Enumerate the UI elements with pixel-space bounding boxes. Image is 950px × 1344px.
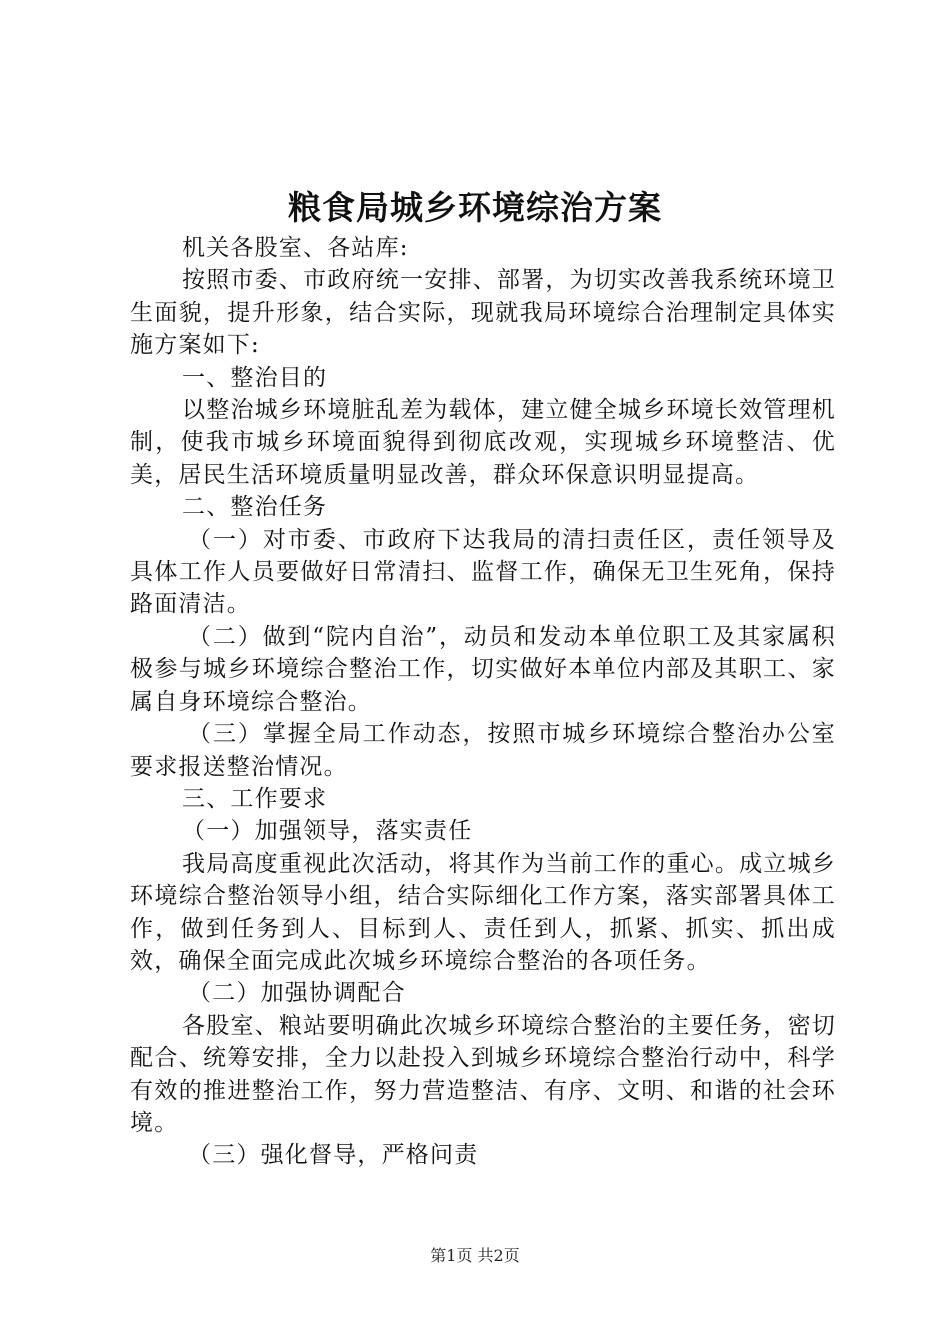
document-title: 粮食局城乡环境综治方案 xyxy=(288,188,662,227)
requirement-heading-2: （二）加强协调配合 xyxy=(188,980,406,1007)
task-item-2: （二）做到“院内自治”，动员和发动本单位职工及其家属积极参与城乡环境综合整治工作，切实做好本单位内部及其职工、家属自身环境综合整治。 xyxy=(130,623,836,715)
requirement-paragraph-1: 我局高度重视此次活动，将其作为当前工作的重心。成立城乡环境综合整治领导小组，结合实际细化工作方案，落实部署具体工作，做到任务到人、目标到人、责任到人，抓紧、抓实、抓出成效，确保全面完成此次城乡环境综合整治的各项任务。 xyxy=(130,850,836,974)
section-heading-tasks: 二、整治任务 xyxy=(182,494,328,521)
requirement-paragraph-2: 各股室、粮站要明确此次城乡环境综合整治的主要任务，密切配合、统筹安排，全力以赴投入到城乡环境综合整治行动中，科学有效的推进整治工作，努力营造整洁、有序、文明、和谐的社会环境。 xyxy=(130,1012,836,1136)
goal-paragraph: 以整治城乡环境脏乱差为载体，建立健全城乡环境长效管理机制，使我市城乡环境面貌得到彻底改观，实现城乡环境整洁、优美，居民生活环境质量明显改善，群众环保意识明显提高。 xyxy=(130,397,836,488)
document-body xyxy=(130,232,836,1172)
salutation: 机关各股室、各站库: xyxy=(182,235,409,261)
requirement-heading-1: （一）加强领导，落实责任 xyxy=(182,818,473,845)
section-heading-goal: 一、整治目的 xyxy=(182,364,328,391)
page-footer: 第1页 共2页 xyxy=(430,1246,520,1265)
intro-paragraph: 按照市委、市政府统一安排、部署，为切实改善我系统环境卫生面貌，提升形象，结合实际，现就我局环境综合治理制定具体实施方案如下: xyxy=(130,267,836,359)
task-item-1: （一）对市委、市政府下达我局的清扫责任区，责任领导及具体工作人员要做好日常清扫、监督工作，确保无卫生死角，保持路面清洁。 xyxy=(130,526,836,618)
section-heading-requirements: 三、工作要求 xyxy=(182,785,328,812)
task-item-3: （三）掌握全局工作动态，按照市城乡环境综合整治办公室要求报送整治情况。 xyxy=(130,721,836,780)
requirement-heading-3: （三）强化督导，严格问责 xyxy=(188,1142,479,1169)
